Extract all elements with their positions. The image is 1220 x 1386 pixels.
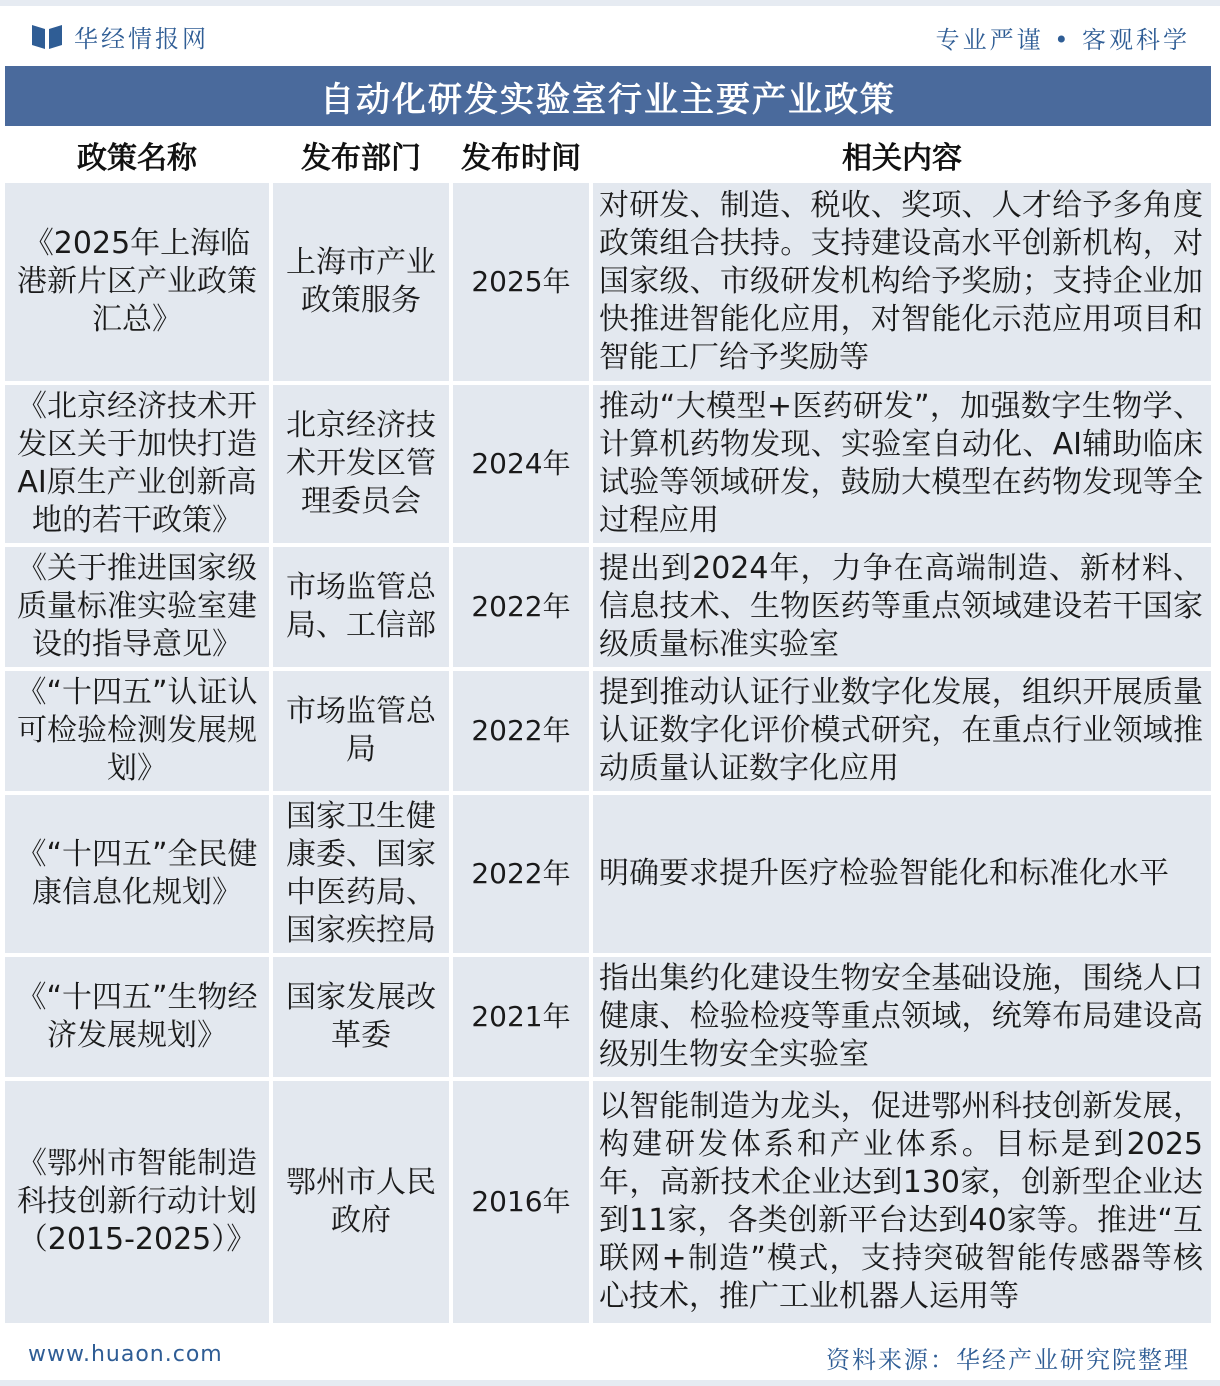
dept-cell: 北京经济技术开发区管理委员会 bbox=[273, 385, 449, 543]
dept-cell: 国家卫生健康委、国家中医药局、国家疾控局 bbox=[273, 795, 449, 953]
policy-name-cell: 《“十四五”认证认可检验检测发展规划》 bbox=[5, 671, 269, 791]
source-note: 资料来源：华经产业研究院整理 bbox=[826, 1346, 1190, 1374]
policy-name-cell: 《关于推进国家级质量标准实验室建设的指导意见》 bbox=[5, 547, 269, 667]
year-cell: 2022年 bbox=[453, 671, 589, 791]
bottom-divider bbox=[0, 1380, 1220, 1386]
column-header-date: 发布时间 bbox=[461, 141, 581, 176]
column-header-name: 政策名称 bbox=[77, 141, 197, 176]
content-cell: 指出集约化建设生物安全基础设施，围绕人口健康、检验检疫等重点领域，统筹布局建设高级别生物安全实验室 bbox=[593, 957, 1211, 1077]
logo-text: 华经情报网 bbox=[74, 24, 209, 53]
page-title: 自动化研发实验室行业主要产业政策 bbox=[320, 79, 896, 120]
policy-name-cell: 《2025年上海临港新片区产业政策汇总》 bbox=[5, 183, 269, 381]
content-cell: 提到推动认证行业数字化发展，组织开展质量认证数字化评价模式研究，在重点行业领域推动质量认证数字化应用 bbox=[593, 671, 1211, 791]
footer bbox=[0, 1330, 1220, 1386]
policy-name-cell: 《“十四五”生物经济发展规划》 bbox=[5, 957, 269, 1077]
website-link[interactable]: www.huaon.com bbox=[28, 1342, 223, 1367]
slogan: 专业严谨 • 客观科学 bbox=[935, 26, 1190, 54]
content-cell: 对研发、制造、税收、奖项、人才给予多角度政策组合扶持。支持建设高水平创新机构，对国家级、市级研发机构给予奖励；支持企业加快推进智能化应用，对智能化示范应用项目和智能工厂给予奖励等 bbox=[593, 183, 1211, 381]
year-cell: 2024年 bbox=[453, 385, 589, 543]
logo bbox=[30, 18, 209, 54]
policy-name-cell: 《北京经济技术开发区关于加快打造AI原生产业创新高地的若干政策》 bbox=[5, 385, 269, 543]
dept-cell: 上海市产业政策服务 bbox=[273, 183, 449, 381]
column-header-content: 相关内容 bbox=[842, 141, 962, 176]
content-cell: 以智能制造为龙头，促进鄂州科技创新发展，构建研发体系和产业体系。目标是到2025年，高新技术企业达到130家，创新型企业达到11家，各类创新平台达到40家等。推进“互联网+制造”模式，支持突破智能传感器等核心技术，推广工业机器人运用等 bbox=[593, 1081, 1211, 1323]
policy-name-cell: 《鄂州市智能制造科技创新行动计划（2015-2025）》 bbox=[5, 1081, 269, 1323]
year-cell: 2022年 bbox=[453, 795, 589, 953]
dept-cell: 市场监管总局、工信部 bbox=[273, 547, 449, 667]
policy-name-cell: 《“十四五”全民健康信息化规划》 bbox=[5, 795, 269, 953]
dept-cell: 鄂州市人民政府 bbox=[273, 1081, 449, 1323]
year-cell: 2025年 bbox=[453, 183, 589, 381]
title-bar bbox=[5, 66, 1211, 126]
logo-book-icon bbox=[30, 21, 64, 51]
content-cell: 明确要求提升医疗检验智能化和标准化水平 bbox=[593, 795, 1211, 953]
content-cell: 推动“大模型+医药研发”，加强数字生物学、计算机药物发现、实验室自动化、AI辅助临床试验等领域研发，鼓励大模型在药物发现等全过程应用 bbox=[593, 385, 1211, 543]
column-header-dept: 发布部门 bbox=[301, 141, 421, 176]
year-cell: 2021年 bbox=[453, 957, 589, 1077]
top-divider bbox=[0, 0, 1220, 6]
year-cell: 2022年 bbox=[453, 547, 589, 667]
year-cell: 2016年 bbox=[453, 1081, 589, 1323]
content-cell: 提出到2024年，力争在高端制造、新材料、信息技术、生物医药等重点领域建设若干国家级质量标准实验室 bbox=[593, 547, 1211, 667]
dept-cell: 市场监管总局 bbox=[273, 671, 449, 791]
top-bar bbox=[0, 0, 1220, 66]
dept-cell: 国家发展改革委 bbox=[273, 957, 449, 1077]
